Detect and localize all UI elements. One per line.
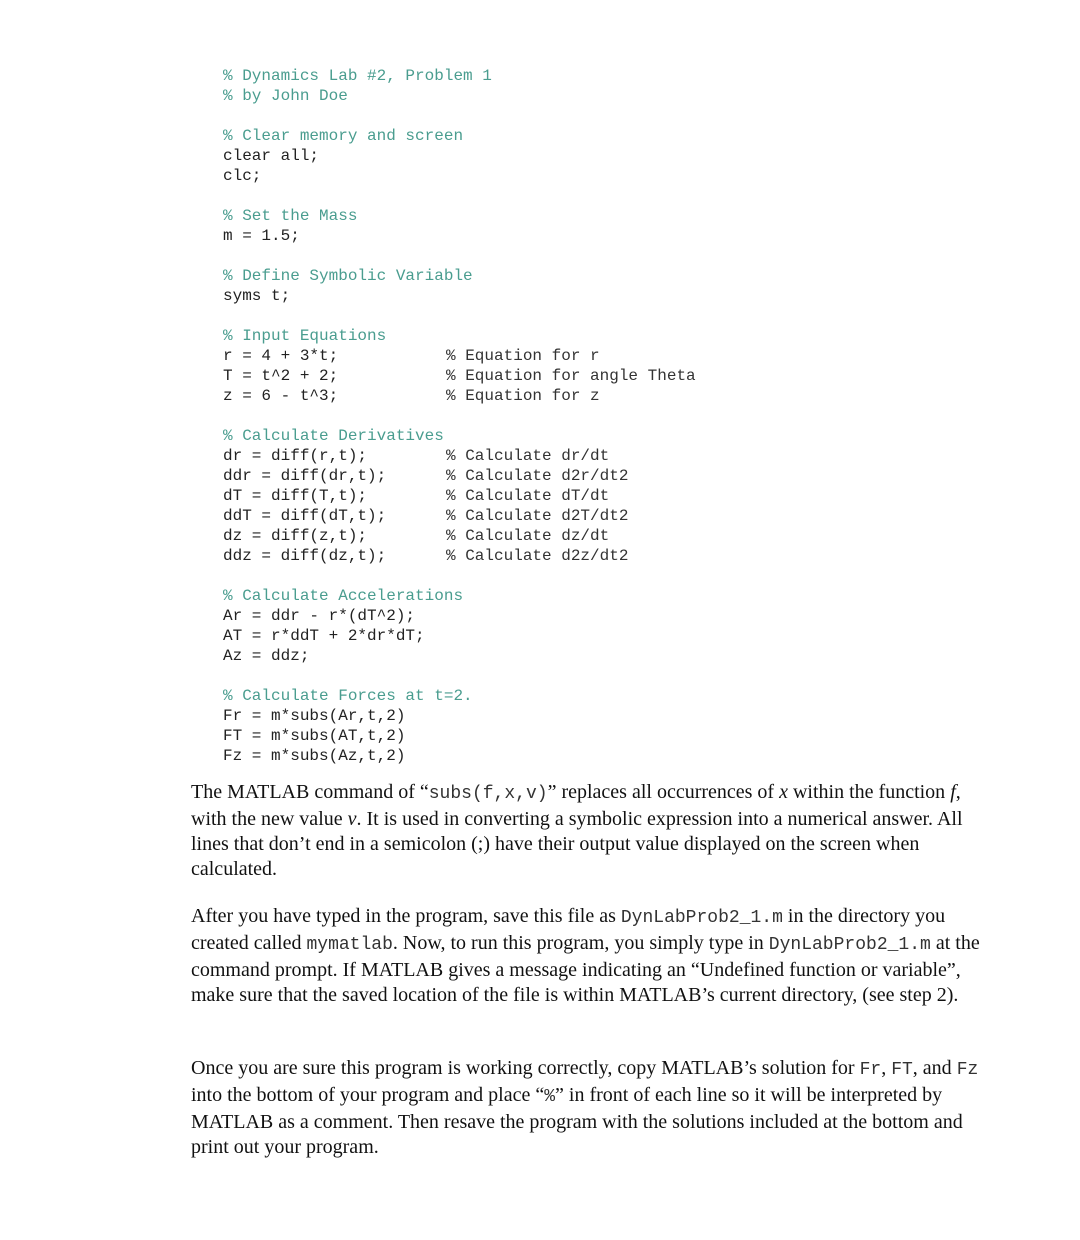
inline-comment: % Calculate dT/dt	[446, 487, 610, 505]
code-statement: ddz = diff(dz,t);	[223, 547, 387, 565]
code-line	[223, 346, 1043, 366]
inline-comment: % Calculate d2T/dt2	[446, 507, 629, 525]
code-statement: r = 4 + 3*t;	[223, 347, 339, 365]
code-line	[223, 486, 1043, 506]
author-comment: % by John Doe	[223, 87, 348, 105]
derivatives-comment: % Calculate Derivatives	[223, 427, 444, 445]
inline-code: DynLabProb2_1.m	[620, 908, 783, 928]
code-line: Fr = m*subs(Ar,t,2)	[223, 707, 406, 725]
code-line: clc;	[223, 167, 262, 185]
code-line: Fz = m*subs(Az,t,2)	[223, 747, 406, 765]
code-statement: dz = diff(z,t);	[223, 527, 368, 545]
text-run: ” in front of each line so it will be interpreted by MATLAB as a comment. Then resave the program with the solutions included at the bottom and print out your program.	[191, 1084, 963, 1158]
code-line: AT = r*ddT + 2*dr*dT;	[223, 627, 425, 645]
text-run: , with the new value	[191, 781, 961, 830]
input-comment: % Input Equations	[223, 327, 387, 345]
text-run: After you have typed in the program, save this file as	[191, 905, 621, 927]
text-run: The MATLAB command of “	[191, 781, 429, 803]
inline-comment: % Calculate dr/dt	[446, 447, 610, 465]
mass-comment: % Set the Mass	[223, 207, 358, 225]
inline-code: Fr	[859, 1060, 882, 1080]
code-line	[223, 366, 1043, 386]
inline-code: mymatlab	[306, 935, 393, 955]
accelerations-comment: % Calculate Accelerations	[223, 587, 464, 605]
inline-code: Fz	[956, 1060, 979, 1080]
inline-comment: % Calculate dz/dt	[446, 527, 610, 545]
code-line	[223, 506, 1043, 526]
subs-explanation-paragraph	[191, 780, 991, 882]
text-run: . Now, to run this program, you simply type in	[392, 932, 769, 954]
code-line: m = 1.5;	[223, 227, 300, 245]
inline-code: %	[544, 1087, 556, 1107]
code-statement: dT = diff(T,t);	[223, 487, 368, 505]
code-line: syms t;	[223, 287, 291, 305]
text-run: . It is used in converting a symbolic expression into a numerical answer. All lines that don’t end in a semicolon (;) have their output value displayed on the screen when calculated.	[191, 808, 963, 880]
forces-comment: % Calculate Forces at t=2.	[223, 687, 473, 705]
code-line	[223, 446, 1043, 466]
code-line: Az = ddz;	[223, 647, 310, 665]
clear-comment: % Clear memory and screen	[223, 127, 464, 145]
matlab-code-listing	[223, 66, 1043, 766]
inline-code: DynLabProb2_1.m	[768, 935, 931, 955]
inline-comment: % Equation for angle Theta	[446, 367, 696, 385]
inline-comment: % Calculate d2z/dt2	[446, 547, 629, 565]
code-line	[223, 526, 1043, 546]
text-run: , and	[912, 1057, 957, 1079]
text-run: within the function	[787, 781, 951, 803]
code-statement: T = t^2 + 2;	[223, 367, 339, 385]
code-line: FT = m*subs(AT,t,2)	[223, 727, 406, 745]
solution-paragraph	[191, 1056, 991, 1160]
code-line	[223, 466, 1043, 486]
inline-comment: % Calculate d2r/dt2	[446, 467, 629, 485]
header-comment: % Dynamics Lab #2, Problem 1	[223, 67, 492, 85]
code-statement: dr = diff(r,t);	[223, 447, 368, 465]
text-run: into the bottom of your program and place “	[191, 1084, 545, 1106]
inline-comment: % Equation for r	[446, 347, 600, 365]
italic-var: v	[347, 808, 357, 830]
inline-comment: % Equation for z	[446, 387, 600, 405]
text-run: ,	[881, 1057, 892, 1079]
code-line: Ar = ddr - r*(dT^2);	[223, 607, 416, 625]
text-run: in the directory you created called	[191, 905, 946, 954]
symbolic-comment: % Define Symbolic Variable	[223, 267, 473, 285]
text-run: at the command prompt. If MATLAB gives a message indicating an “Undefined function or variable”, make sure that the saved location of the file is within MATLAB’s current directory, (see step 2).	[191, 932, 980, 1006]
italic-var: f	[950, 781, 956, 803]
italic-var: x	[779, 781, 788, 803]
code-statement: ddr = diff(dr,t);	[223, 467, 387, 485]
text-run: ” replaces all occurrences of	[547, 781, 780, 803]
code-line	[223, 546, 1043, 566]
code-statement: ddT = diff(dT,t);	[223, 507, 387, 525]
inline-code: subs(f,x,v)	[428, 784, 548, 804]
inline-code: FT	[891, 1060, 913, 1080]
code-statement: z = 6 - t^3;	[223, 387, 339, 405]
text-run: Once you are sure this program is working correctly, copy MATLAB’s solution for	[191, 1057, 860, 1079]
code-line: clear all;	[223, 147, 320, 165]
save-run-paragraph	[191, 904, 991, 1008]
code-line	[223, 386, 1043, 406]
